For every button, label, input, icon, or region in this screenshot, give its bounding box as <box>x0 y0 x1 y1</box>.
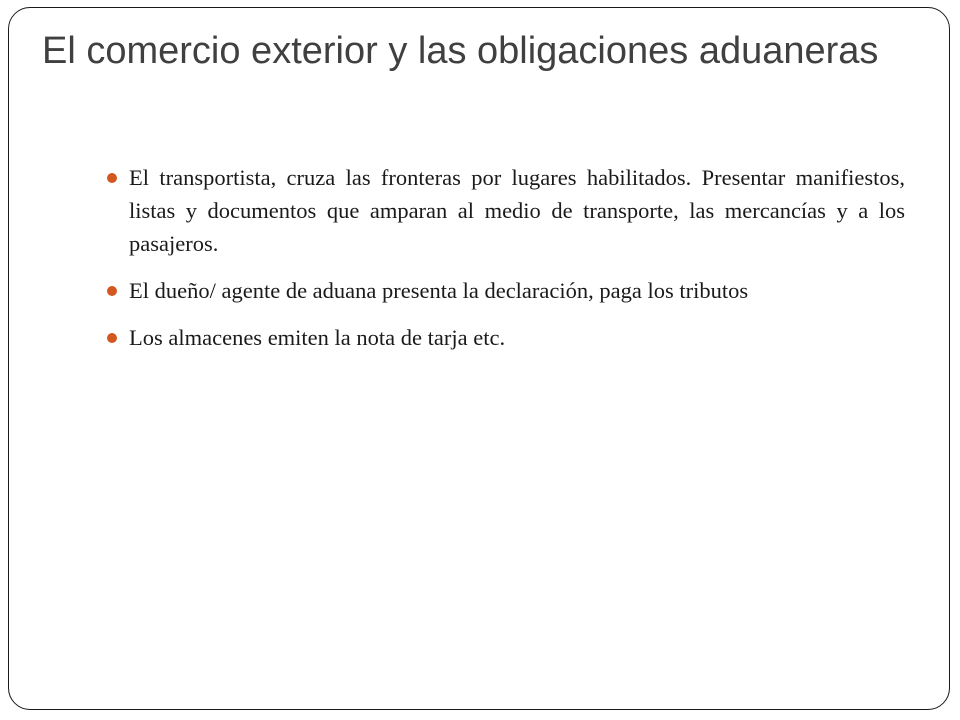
bullet-item-transportista <box>107 161 905 260</box>
bullet-text: El transportista, cruza las fronteras por lugares habilitados. Presentar manifiestos, listas y documentos que amparan al medio de transporte, las mercancías y a los pasajeros. <box>129 165 905 256</box>
bullet-item-agente <box>107 274 905 307</box>
slide-title: El comercio exterior y las obligaciones aduaneras <box>42 30 879 72</box>
bullet-list <box>107 161 905 368</box>
bullet-dot-icon <box>107 173 117 183</box>
bullet-text: Los almacenes emiten la nota de tarja etc. <box>129 325 506 350</box>
bullet-dot-icon <box>107 286 117 296</box>
bullet-item-almacenes <box>107 321 905 354</box>
bullet-text: El dueño/ agente de aduana presenta la declaración, paga los tributos <box>129 278 749 303</box>
bullet-dot-icon <box>107 333 117 343</box>
